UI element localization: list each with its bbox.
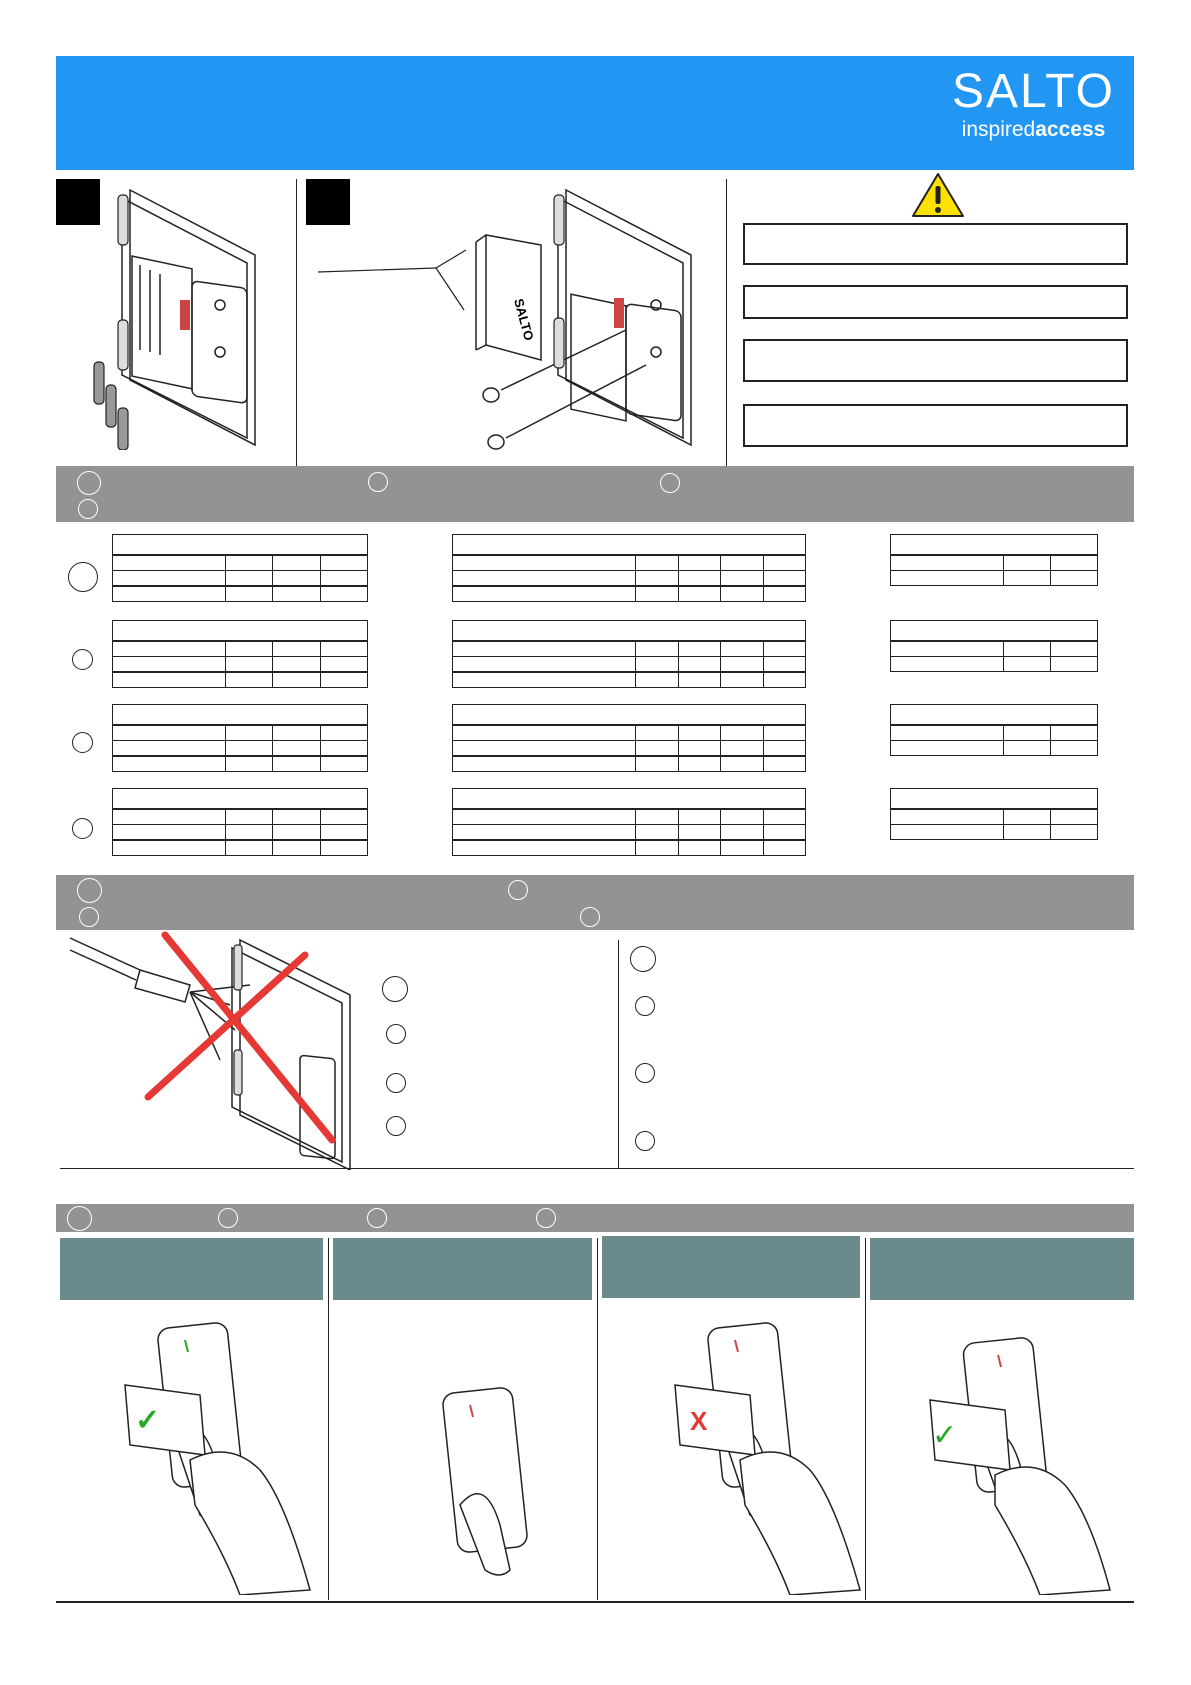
spec-table bbox=[890, 620, 1098, 672]
language-marker bbox=[79, 907, 99, 927]
salto-logo bbox=[946, 66, 1121, 156]
spec-table bbox=[452, 788, 806, 856]
language-marker bbox=[68, 562, 98, 592]
card-accepted-illustration bbox=[120, 1320, 320, 1595]
svg-text:SALTO: SALTO bbox=[511, 296, 537, 343]
warning-box-3 bbox=[743, 339, 1128, 382]
cover-assembly-illustration bbox=[316, 180, 716, 455]
language-marker bbox=[218, 1208, 238, 1228]
language-marker bbox=[635, 996, 655, 1016]
language-marker bbox=[72, 818, 93, 839]
language-marker bbox=[386, 1116, 406, 1136]
spec-table bbox=[452, 534, 806, 602]
warning-box-2 bbox=[743, 285, 1128, 319]
warning-triangle-icon bbox=[910, 170, 966, 220]
no-spray-illustration bbox=[60, 930, 360, 1170]
spec-table bbox=[112, 620, 368, 688]
language-marker bbox=[72, 732, 93, 753]
language-marker bbox=[368, 472, 388, 492]
language-marker bbox=[635, 1063, 655, 1083]
card-panel-header-3 bbox=[602, 1236, 860, 1298]
spec-table bbox=[112, 534, 368, 602]
language-marker bbox=[630, 946, 656, 972]
card-panel-header-1 bbox=[60, 1238, 323, 1300]
divider bbox=[296, 179, 297, 466]
device-idle-illustration bbox=[440, 1385, 540, 1580]
language-marker bbox=[508, 880, 528, 900]
divider bbox=[726, 179, 727, 466]
logo-tagline: inspiredaccess bbox=[961, 118, 1106, 141]
spec-table bbox=[890, 534, 1098, 586]
section-bar-languages bbox=[56, 466, 1134, 522]
card-rejected-illustration bbox=[670, 1320, 870, 1595]
spec-table bbox=[890, 704, 1098, 756]
spec-table bbox=[112, 704, 368, 772]
card-accepted-illustration bbox=[920, 1335, 1120, 1595]
language-marker bbox=[77, 878, 102, 903]
battery-install-illustration bbox=[80, 180, 280, 450]
divider bbox=[60, 1168, 1134, 1169]
warning-box-1 bbox=[743, 223, 1128, 265]
svg-text:X: X bbox=[690, 1406, 708, 1436]
card-panel-header-2 bbox=[333, 1238, 592, 1300]
svg-text:✓: ✓ bbox=[135, 1404, 161, 1437]
card-panel-header-4 bbox=[870, 1238, 1134, 1300]
language-marker bbox=[536, 1208, 556, 1228]
language-marker bbox=[386, 1073, 406, 1093]
divider bbox=[597, 1238, 598, 1600]
language-marker bbox=[660, 473, 680, 493]
language-marker bbox=[67, 1206, 92, 1231]
spec-table bbox=[452, 704, 806, 772]
language-marker bbox=[580, 907, 600, 927]
divider bbox=[618, 940, 619, 1168]
language-marker bbox=[72, 649, 93, 670]
divider bbox=[328, 1238, 329, 1600]
language-marker bbox=[635, 1131, 655, 1151]
language-marker bbox=[382, 976, 408, 1002]
logo-main: SALTO bbox=[952, 65, 1115, 118]
spec-table bbox=[112, 788, 368, 856]
warning-box-4 bbox=[743, 404, 1128, 447]
svg-text:✓: ✓ bbox=[932, 1419, 958, 1452]
language-marker bbox=[367, 1208, 387, 1228]
spec-table bbox=[452, 620, 806, 688]
spec-table bbox=[890, 788, 1098, 840]
language-marker bbox=[77, 471, 101, 495]
language-marker bbox=[78, 499, 98, 519]
footer-line bbox=[56, 1601, 1134, 1603]
language-marker bbox=[386, 1024, 406, 1044]
